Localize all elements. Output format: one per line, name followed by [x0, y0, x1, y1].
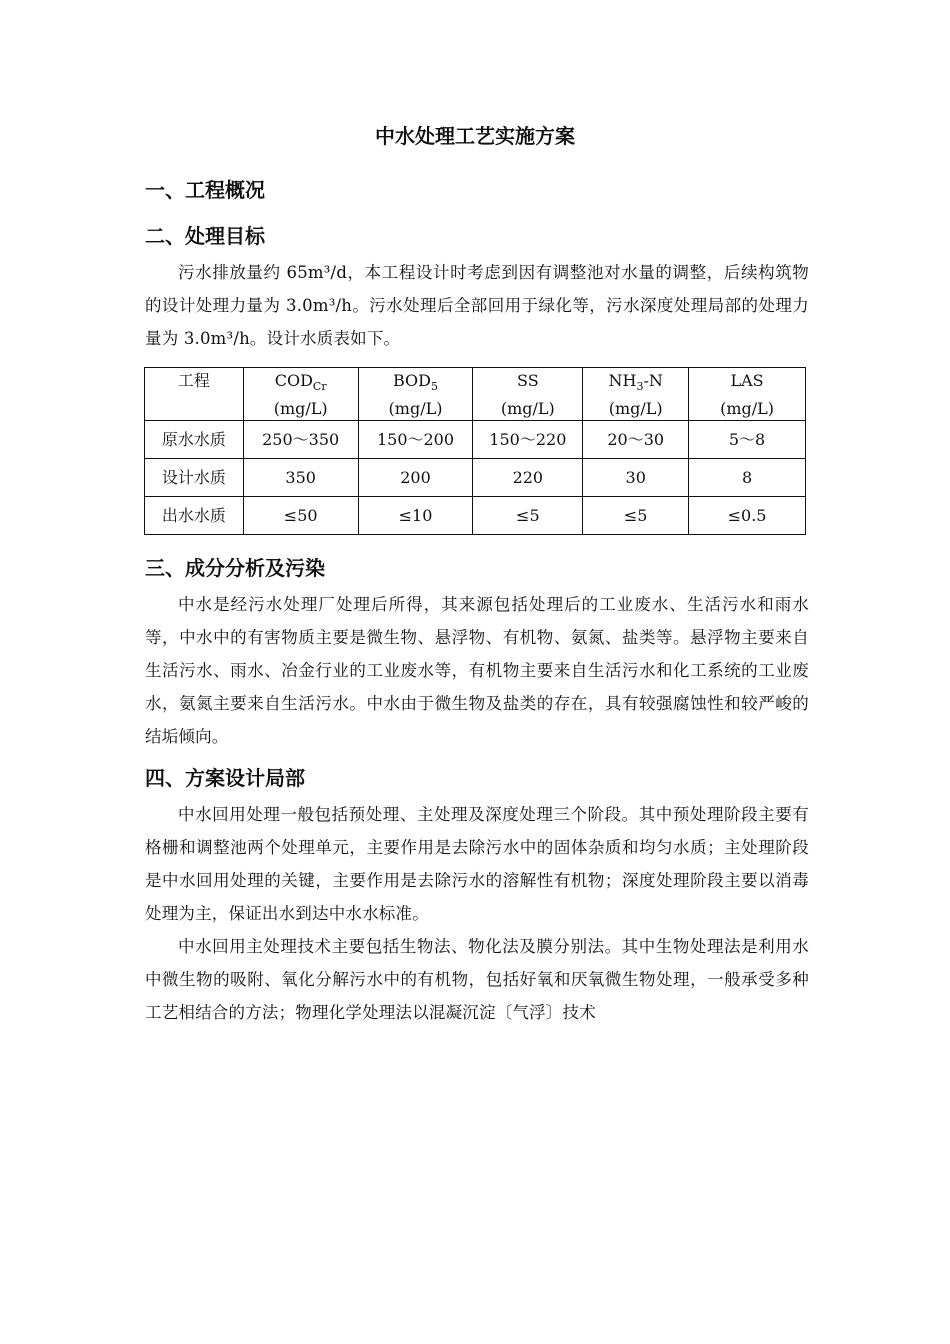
- table-cell: 8: [689, 459, 806, 497]
- table-cell: 250～350: [243, 421, 358, 459]
- table-header-cod: $COD_{Cr}$ (mg/L): [243, 368, 358, 421]
- water-quality-table: [144, 367, 806, 535]
- table-cell: 5～8: [689, 421, 806, 459]
- section-heading-overview: 一、工程概况: [145, 178, 265, 202]
- table-cell: ≤5: [473, 497, 583, 535]
- table-row-effluent: [145, 497, 806, 535]
- table-header-row: [145, 368, 806, 421]
- table-cell: ≤50: [243, 497, 358, 535]
- table-row-design: [145, 459, 806, 497]
- table-cell: 350: [243, 459, 358, 497]
- table-cell: ≤10: [358, 497, 473, 535]
- table-cell: 30: [583, 459, 689, 497]
- section-heading-design: 四、方案设计局部: [145, 766, 305, 790]
- table-header-las: LAS (mg/L): [689, 368, 806, 421]
- table-cell: 220: [473, 459, 583, 497]
- paragraph-design-1: 中水回用处理一般包括预处理、主处理及深度处理三个阶段。其中预处理阶段主要有格栅和调整池两个处理单元，主要作用是去除污水中的固体杂质和均匀水质；主处理阶段是中水回用处理的关键，主要作用是去除污水的溶解性有机物；深度处理阶段主要以消毒处理为主，保证出水到达中水水标准。: [145, 805, 809, 923]
- table-cell: 20～30: [583, 421, 689, 459]
- row-label: 原水水质: [145, 421, 244, 459]
- table-corner-cell: 工程: [145, 368, 244, 421]
- document-title: 中水处理工艺实施方案: [375, 124, 575, 148]
- section-heading-targets: 二、处理目标: [145, 224, 265, 248]
- paragraph-analysis: 中水是经污水处理厂处理后所得，其来源包括处理后的工业废水、生活污水和雨水等，中水中的有害物质主要是微生物、悬浮物、有机物、氨氮、盐类等。悬浮物主要来自生活污水、雨水、冶金行业的工业废水等，有机物主要来自生活污水和化工系统的工业废水，氨氮主要来自生活污水。中水由于微生物及盐类的存在，具有较强腐蚀性和较严峻的结垢倾向。: [145, 595, 809, 746]
- table-cell: 150～220: [473, 421, 583, 459]
- paragraph-targets: 污水排放量约 65m³/d，本工程设计时考虑到因有调整池对水量的调整，后续构筑物的设计处理力量为 3.0m³/h。污水处理后全部回用于绿化等，污水深度处理局部的处理力量为 3.0m³/h。设计水质表如下。: [145, 263, 809, 348]
- section-heading-analysis: 三、成分分析及污染: [145, 556, 325, 580]
- table-header-nh3n: $NH_3-N$ (mg/L): [583, 368, 689, 421]
- table-header-bod: $BOD_5$ (mg/L): [358, 368, 473, 421]
- table-cell: 150～200: [358, 421, 473, 459]
- table-row-raw: [145, 421, 806, 459]
- table-cell: ≤5: [583, 497, 689, 535]
- table-cell: ≤0.5: [689, 497, 806, 535]
- paragraph-design-2: 中水回用主处理技术主要包括生物法、物化法及膜分别法。其中生物处理法是利用水中微生物的吸附、氧化分解污水中的有机物，包括好氧和厌氧微生物处理，一般承受多种工艺相结合的方法；物理化学处理法以混凝沉淀〔气浮〕技术: [145, 937, 809, 1022]
- table-header-ss: SS (mg/L): [473, 368, 583, 421]
- table-cell: 200: [358, 459, 473, 497]
- row-label: 设计水质: [145, 459, 244, 497]
- row-label: 出水水质: [145, 497, 244, 535]
